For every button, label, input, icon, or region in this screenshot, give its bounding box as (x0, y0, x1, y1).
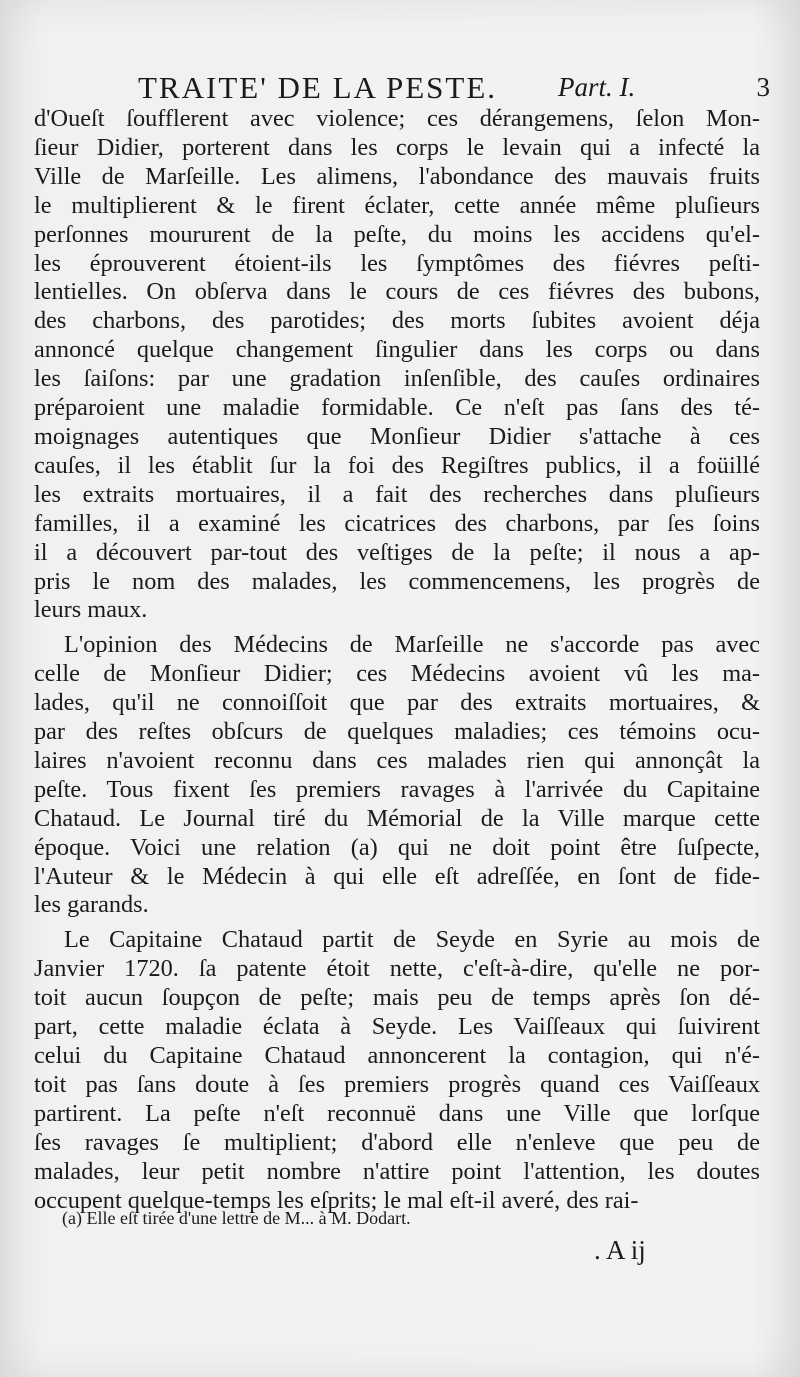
text-line: l'Auteur & le Médecin à qui elle eſt adreſſée, en ſont de fide- (34, 862, 760, 890)
running-title: TRAITE' DE LA PESTE. (138, 70, 498, 105)
text-line: lades, qu'il ne connoiſſoit que par des extraits mortuaires, & (34, 689, 760, 717)
text-line: toit pas ſans doute à ſes premiers progrès quand ces Vaiſſeaux (34, 1070, 760, 1098)
text-line: époque. Voici une relation (a) qui ne doit point être ſuſpecte, (34, 833, 760, 861)
text-line: moignages autentiques que Monſieur Didier s'attache à ces (34, 422, 760, 450)
paragraph (34, 631, 760, 920)
text-line: peſte. Tous fixent ſes premiers ravages à l'arrivée du Capitaine (34, 775, 760, 803)
text-line: Janvier 1720. ſa patente étoit nette, c'eſt-à-dire, qu'elle ne por- (34, 955, 760, 983)
text-line: familles, il a examiné les cicatrices des charbons, par ſes ſoins (34, 509, 760, 537)
text-line: les extraits mortuaires, il a fait des recherches dans pluſieurs (34, 480, 760, 508)
text-line: toit aucun ſoupçon de peſte; mais peu de temps après ſon dé- (34, 984, 760, 1012)
text-line: laires n'avoient reconnu dans ces malades rien qui annonçât la (34, 746, 760, 774)
text-line: L'opinion des Médecins de Marſeille ne s'accorde pas avec (64, 631, 760, 659)
text-line: le multiplierent & le firent éclater, cette année même pluſieurs (34, 191, 760, 219)
footnote: (a) Elle eſt tirée d'une lettre de M... à M. Dodart. (62, 1208, 411, 1228)
text-line: perſonnes moururent de la peſte, du moins les accidens qu'el- (34, 220, 760, 248)
signature-mark: . A ij (594, 1235, 646, 1265)
text-line: les éprouverent étoient-ils les ſymptômes des fiévres peſti- (34, 249, 760, 277)
text-line: annoncé quelque changement ſingulier dans les corps ou dans (34, 336, 760, 364)
text-line: préparoient une maladie formidable. Ce n'eſt pas ſans des té- (34, 394, 760, 422)
text-line: Ville de Marſeille. Les alimens, l'abondance des mauvais fruits (34, 162, 760, 190)
text-line: leurs maux. (34, 596, 148, 624)
paragraph (34, 926, 760, 1215)
page-number: 3 (756, 72, 770, 102)
text-line: celle de Monſieur Didier; ces Médecins avoient vû les ma- (34, 660, 760, 688)
text-line: pris le nom des malades, les commencemens, les progrès de (34, 567, 760, 595)
paragraph (34, 105, 760, 625)
text-line: part, cette maladie éclata à Seyde. Les Vaiſſeaux qui ſuivirent (34, 1013, 760, 1041)
text-line: cauſes, il les établit ſur la foi des Regiſtres publics, il a foüillé (34, 451, 760, 479)
main-text (34, 105, 760, 1215)
text-line: lentielles. On obſerva dans le cours de ces fiévres des bubons, (34, 278, 760, 306)
text-line: celui du Capitaine Chataud annoncerent la contagion, qui n'é- (34, 1042, 760, 1069)
text-line: les ſaiſons: par une gradation inſenſible, des cauſes ordinaires (34, 365, 760, 393)
text-line: par des reſtes obſcurs de quelques maladies; ces témoins ocu- (34, 718, 760, 746)
running-header (60, 70, 770, 110)
text-line: Le Capitaine Chataud partit de Seyde en Syrie au mois de (64, 926, 760, 954)
text-line: des charbons, des parotides; des morts ſubites avoient déja (34, 307, 760, 335)
text-line: d'Oueſt ſoufflerent avec violence; ces dérangemens, ſelon Mon- (34, 105, 760, 132)
text-line: il a découvert par-tout des veſtiges de la peſte; il nous a ap- (34, 538, 760, 566)
text-line: malades, leur petit nombre n'attire point l'attention, les doutes (34, 1157, 760, 1185)
text-line: ſes ravages ſe multiplient; d'abord elle n'enleve que peu de (34, 1128, 760, 1156)
text-line: Chataud. Le Journal tiré du Mémorial de la Ville marque cette (34, 804, 760, 832)
text-line: les garands. (34, 891, 149, 919)
text-line: occupent quelque-temps les eſprits; le mal eſt-il averé, des rai- (34, 1186, 639, 1214)
part-label: Part. I. (558, 72, 636, 102)
text-line: partirent. La peſte n'eſt reconnuë dans une Ville que lorſque (34, 1099, 760, 1127)
text-line: ſieur Didier, porterent dans les corps le levain qui a infecté la (34, 133, 760, 161)
